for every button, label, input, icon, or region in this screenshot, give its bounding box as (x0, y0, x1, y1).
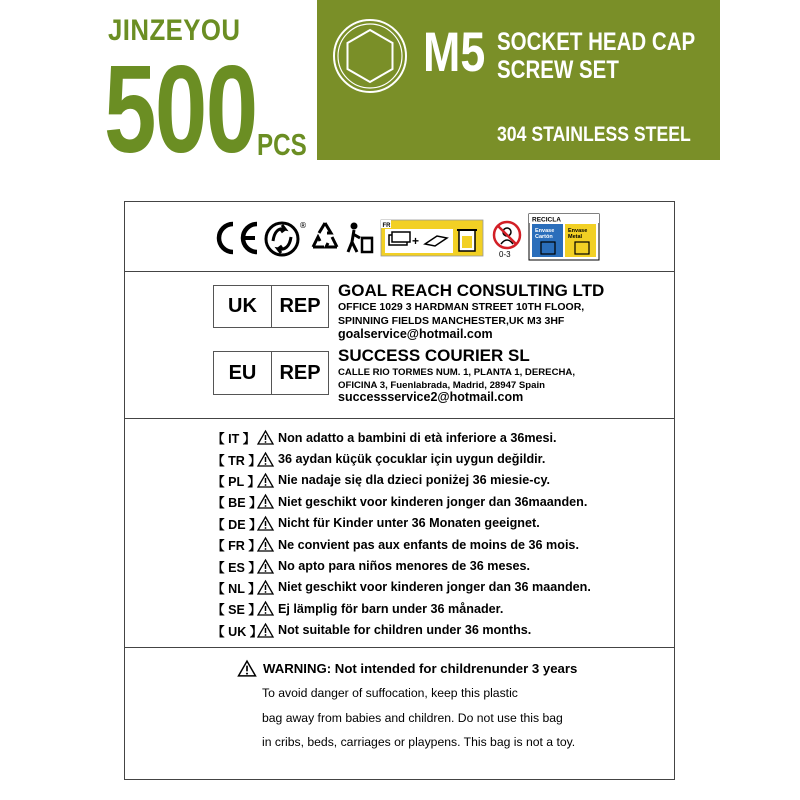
warning-body-line: To avoid danger of suffocation, keep this plastic (262, 686, 518, 700)
ce-mark-icon (213, 220, 261, 256)
svg-text:®: ® (299, 221, 307, 230)
eu-rep-name: SUCCESS COURIER SL (338, 346, 530, 365)
warning-text: Non adatto a bambini di età inferiore a 36mesi. (278, 430, 557, 445)
warning-item-tr (212, 448, 591, 469)
warning-item-se (212, 598, 591, 619)
recicla-icon (529, 214, 599, 260)
warning-text: Nicht für Kinder unter 36 Monaten geeignet. (278, 516, 540, 531)
certification-row (125, 202, 674, 271)
warning-item-uk (212, 620, 591, 641)
brand-name: JINZEYOU (108, 14, 241, 47)
warning-body-line: in cribs, beds, carriages or playpens. This bag is not a toy. (262, 735, 576, 749)
warning-text: Nie nadaje się dla dzieci poniżej 36 miesie-cy. (278, 473, 551, 488)
quantity: 500 (104, 41, 257, 179)
warning-triangle-icon (257, 537, 274, 552)
uk-rep-address-line1: OFFICE 1029 3 HARDMAN STREET 10TH FLOOR, (338, 301, 585, 313)
warning-item-it (212, 427, 591, 448)
eu-rep-address-line1: CALLE RIO TORMES NUM. 1, PLANTA 1, DERECHA, (338, 367, 576, 378)
material-label: 304 STAINLESS STEEL (497, 123, 691, 146)
eu-rep-code: EU (214, 352, 272, 394)
language-code: 【 ES 】 (212, 560, 261, 575)
divider (125, 647, 674, 648)
uk-rep-email: goalservice@hotmail.com (338, 327, 493, 341)
svg-text:Envase: Envase (568, 228, 588, 234)
warning-item-nl (212, 577, 591, 598)
warning-text: Not suitable for children under 36 months. (278, 623, 532, 638)
warning-text: Niet geschikt voor kinderen jonger dan 36maanden. (278, 494, 588, 509)
tidyman-icon (344, 220, 376, 256)
language-code: 【 IT 】 (212, 432, 256, 447)
svg-text:RECICLA: RECICLA (532, 216, 561, 224)
warning-text: Ej lämplig för barn under 36 månader. (278, 601, 504, 616)
uk-rep-name: GOAL REACH CONSULTING LTD (338, 281, 605, 300)
svg-text:Envase: Envase (535, 228, 555, 234)
warning-text: No apto para niños menores de 36 meses. (278, 559, 530, 574)
warning-triangle-icon (257, 601, 274, 616)
green-dot-icon (263, 219, 305, 257)
eu-rep-email: successservice2@hotmail.com (338, 390, 524, 404)
language-code: 【 TR 】 (212, 453, 261, 468)
language-code: 【 UK 】 (212, 624, 263, 639)
svg-text:0-3: 0-3 (499, 250, 511, 259)
warning-triangle-icon (257, 430, 274, 445)
warning-heading: WARNING: Not intended for childrenunder 3 years (263, 661, 578, 676)
uk-rep-code: UK (214, 286, 272, 327)
uk-rep-box (213, 285, 329, 328)
product-title-line2: SCREW SET (497, 56, 619, 84)
eu-rep-address-line2: OFICINA 3, Fuenlabrada, Madrid, 28947 Spain (338, 380, 546, 391)
warning-text: Ne convient pas aux enfants de moins de 36 mois. (278, 537, 579, 552)
warning-triangle-icon (237, 660, 257, 677)
divider (125, 271, 674, 272)
uk-rep-address-line2: SPINNING FIELDS MANCHESTER,UK M3 3HF (338, 315, 565, 327)
warning-triangle-icon (257, 623, 274, 638)
language-code: 【 NL 】 (212, 581, 261, 596)
language-code: 【 DE 】 (212, 517, 262, 532)
svg-text:Metal: Metal (568, 234, 583, 240)
recycle-icon (307, 219, 343, 255)
hex-socket-icon (330, 16, 410, 96)
warning-triangle-icon (257, 452, 274, 467)
svg-text:FR: FR (382, 223, 391, 229)
warning-item-fr (212, 534, 591, 555)
svg-text:+: + (412, 234, 420, 248)
multilingual-warning-list (212, 427, 591, 641)
warning-triangle-icon (257, 559, 274, 574)
warning-triangle-icon (257, 580, 274, 595)
warning-item-es (212, 555, 591, 576)
svg-text:Cartón: Cartón (535, 234, 553, 240)
warning-text: 36 aydan küçük çocuklar için uygun değildir. (278, 452, 546, 467)
warning-triangle-icon (257, 494, 274, 509)
screw-size: M5 (423, 20, 486, 83)
eu-rep-box (213, 351, 329, 395)
eu-rep-label: REP (279, 361, 321, 384)
warning-item-pl (212, 470, 591, 491)
quantity-unit: PCS (257, 127, 307, 162)
warning-triangle-icon (257, 516, 274, 531)
warning-triangle-icon (257, 473, 274, 488)
warning-body-line: bag away from babies and children. Do not use this bag (262, 711, 563, 725)
triman-fr-icon (381, 220, 483, 256)
not-under-3-icon (489, 220, 525, 258)
product-title-line1: SOCKET HEAD CAP (497, 28, 696, 56)
uk-rep-label: REP (279, 295, 321, 317)
language-code: 【 PL 】 (212, 474, 261, 489)
warning-item-be (212, 491, 591, 512)
warning-item-de (212, 513, 591, 534)
divider (125, 418, 674, 419)
language-code: 【 SE 】 (212, 603, 261, 618)
language-code: 【 BE 】 (212, 496, 262, 511)
warning-text: Niet geschikt voor kinderen jonger dan 36 maanden. (278, 580, 591, 595)
language-code: 【 FR 】 (212, 539, 261, 554)
suffocation-warning-title (237, 660, 577, 677)
compliance-label (124, 201, 675, 780)
